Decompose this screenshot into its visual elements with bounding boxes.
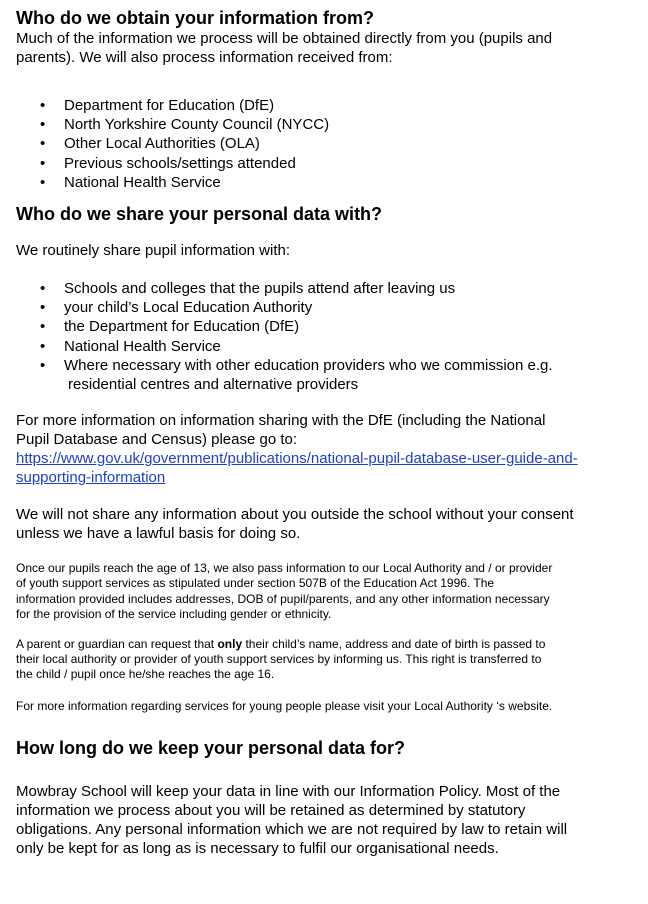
retention-paragraph: Mowbray School will keep your data in line with our Information Policy. Most of the information we process about you will be retained as determined by statutory obligations. Any personal information which we are not required by law to retain will only be kept for as long as is necessary to fulfil our organisational needs. — [16, 782, 568, 857]
dfe-more-info-line-1: For more information on information sharing with the DfE (including the National — [16, 412, 546, 430]
list-item: • Other Local Authorities (OLA) — [40, 135, 260, 153]
list-item: • National Health Service — [40, 173, 221, 191]
bullet-icon: • — [40, 337, 46, 355]
list-item: • Previous schools/settings attended — [40, 154, 296, 172]
dfe-more-info-line-2: Pupil Database and Census) please go to: — [16, 431, 298, 449]
bullet-icon: • — [40, 135, 46, 153]
bullet-icon: • — [40, 280, 46, 298]
list-item: • North Yorkshire County Council (NYCC) — [40, 116, 330, 134]
section-heading-share: Who do we share your personal data with? — [16, 204, 383, 225]
list-item: • your child’s Local Education Authority — [40, 299, 313, 317]
list-item: • Schools and colleges that the pupils attend after leaving us — [40, 280, 456, 298]
consent-line-2: unless we have a lawful basis for doing so. — [16, 525, 301, 543]
section-heading-obtain: Who do we obtain your information from? — [16, 8, 374, 28]
list-item: • the Department for Education (DfE) — [40, 318, 300, 336]
list-item: • National Health Service — [40, 337, 221, 355]
red-period: . — [398, 652, 403, 667]
obtain-intro-line-2: parents). We will also process information received from: — [16, 49, 393, 66]
emphasis-only: only — [217, 637, 243, 652]
npd-link-block — [16, 449, 628, 487]
age-13-paragraph: Once our pupils reach the age of 13, we also pass information to our Local Authority and / or provider of youth support services as stipulated under section 507B of the Education Act 1996. The information provided includes addresses, DOB of pupil/parents, and any other information necessary for the provision of the service including gender or ethnicity. — [16, 561, 553, 621]
parent-request-paragraph: A parent or guardian can request that only their child’s name, address and date of birth is passed to their local authority or provider of youth support services by informing us. This right is transferred to the child / pupil once he/she reaches the age 16. — [16, 637, 546, 682]
bullet-icon: • — [40, 154, 46, 172]
bullet-icon: • — [40, 356, 46, 374]
bullet-icon: • — [40, 318, 46, 336]
share-recipients-list — [16, 279, 628, 394]
bullet-icon: • — [40, 97, 46, 114]
list-item: • Where necessary with other education providers who we commission e.g. residential centres and alternative providers — [40, 356, 553, 394]
consent-line-1: We will not share any information about you outside the school without your consent — [16, 506, 574, 524]
bullet-icon: • — [40, 116, 46, 134]
section-heading-retention: How long do we keep your personal data for? — [16, 737, 406, 758]
npd-guide-link-part-1[interactable]: https://www.gov.uk/government/publications/national-pupil-database-user-guide-and- — [16, 450, 578, 468]
share-intro: We routinely share pupil information with: — [16, 242, 291, 260]
npd-guide-link-part-2[interactable]: supporting-information — [16, 469, 166, 487]
young-people-info: For more information regarding services for young people please visit your Local Authority ‘s website. — [16, 698, 553, 713]
list-item: • Department for Education (DfE) — [40, 97, 275, 114]
document-page — [16, 7, 628, 858]
obtain-intro-line-1: Much of the information we process will be obtained directly from you (pupils and — [16, 30, 553, 47]
bullet-icon: • — [40, 299, 46, 317]
obtain-sources-list — [16, 96, 628, 192]
bullet-icon: • — [40, 173, 46, 191]
